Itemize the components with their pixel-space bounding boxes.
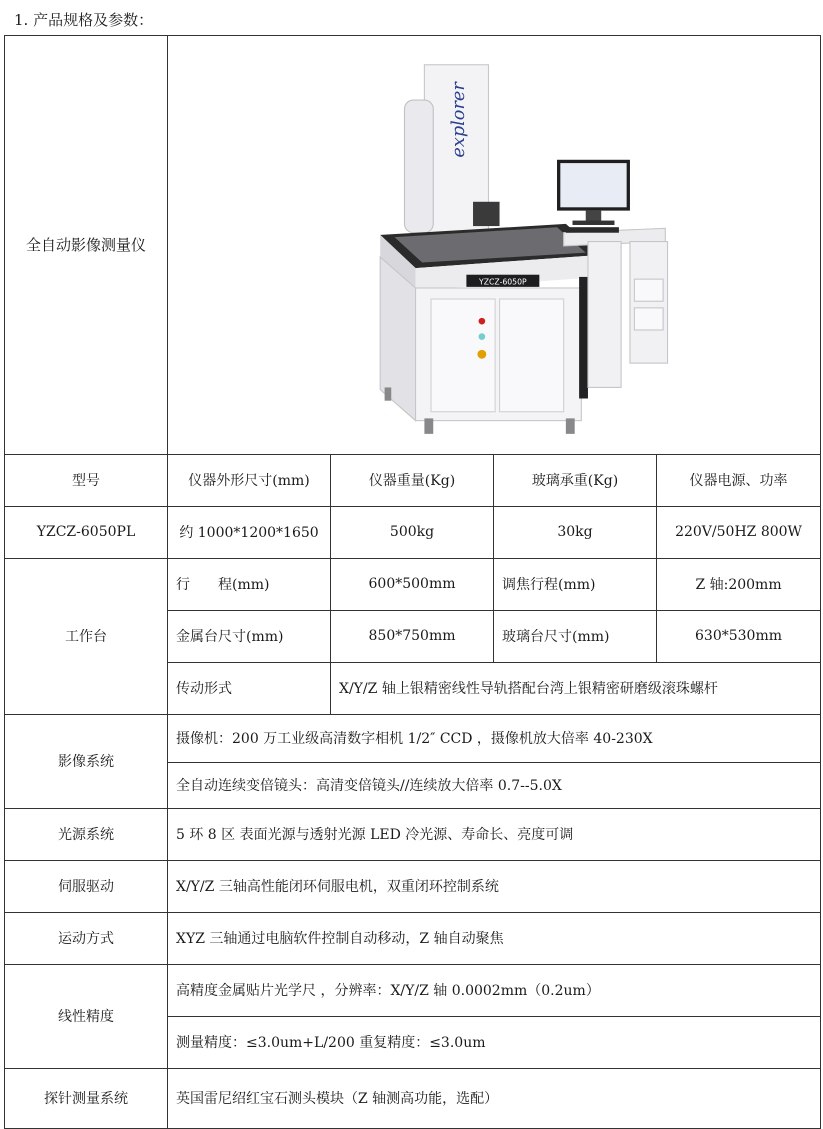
motion-label: 运动方式 xyxy=(5,912,168,964)
worktable-label: 工作台 xyxy=(5,558,168,714)
imaging-row-camera xyxy=(5,714,821,762)
weight-value: 500kg xyxy=(331,506,494,558)
spec-value-row xyxy=(5,506,821,558)
col-weight: 仪器重量(Kg) xyxy=(331,454,494,506)
product-row xyxy=(5,36,821,455)
spec-header-row xyxy=(5,454,821,506)
light-label: 光源系统 xyxy=(5,808,168,860)
travel-label: 行 程(mm) xyxy=(168,558,331,610)
motion-value: XYZ 三轴通过电脑软件控制自动移动，Z 轴自动聚焦 xyxy=(168,912,821,964)
accuracy-measure: 测量精度：≤3.0um+L/200 重复精度：≤3.0um xyxy=(168,1016,821,1068)
servo-row xyxy=(5,860,821,912)
probe-label: 探针测量系统 xyxy=(5,1068,168,1128)
product-photo xyxy=(168,36,820,454)
accuracy-row-scale xyxy=(5,964,821,1016)
focus-value: Z 轴:200mm xyxy=(657,558,821,610)
col-glass-load: 玻璃承重(Kg) xyxy=(494,454,657,506)
imaging-camera: 摄像机：200 万工业级高清数字相机 1/2″ CCD ，摄像机放大倍率 40-230X xyxy=(168,714,821,762)
spec-table xyxy=(4,35,821,1129)
glass-value: 630*530mm xyxy=(657,610,821,662)
section-heading: 1. 产品规格及参数： xyxy=(14,11,154,29)
probe-value: 英国雷尼绍红宝石测头模块（Z 轴测高功能，选配） xyxy=(168,1068,821,1128)
glass-load-value: 30kg xyxy=(494,506,657,558)
power-value: 220V/50HZ 800W xyxy=(657,506,821,558)
product-photo-cell xyxy=(168,36,821,455)
imaging-lens: 全自动连续变倍镜头：高清变倍镜头//连续放大倍率 0.7--5.0X xyxy=(168,762,821,808)
metal-label: 金属台尺寸(mm) xyxy=(168,610,331,662)
light-row xyxy=(5,808,821,860)
metal-value: 850*750mm xyxy=(331,610,494,662)
product-name: 全自动影像测量仪 xyxy=(5,36,168,455)
probe-row xyxy=(5,1068,821,1128)
drive-value: X/Y/Z 轴上银精密线性导轨搭配台湾上银精密研磨级滚珠螺杆 xyxy=(331,662,821,714)
focus-label: 调焦行程(mm) xyxy=(494,558,657,610)
drive-label: 传动形式 xyxy=(168,662,331,714)
motion-row xyxy=(5,912,821,964)
accuracy-scale: 高精度金属贴片光学尺 ，分辨率：X/Y/Z 轴 0.0002mm（0.2um） xyxy=(168,964,821,1016)
servo-label: 伺服驱动 xyxy=(5,860,168,912)
col-power: 仪器电源、功率 xyxy=(657,454,821,506)
accuracy-label: 线性精度 xyxy=(5,964,168,1068)
travel-value: 600*500mm xyxy=(331,558,494,610)
model-value: YZCZ-6050PL xyxy=(5,506,168,558)
glass-label: 玻璃台尺寸(mm) xyxy=(494,610,657,662)
dimensions-value: 约 1000*1200*1650 xyxy=(168,506,331,558)
col-dimensions: 仪器外形尺寸(mm) xyxy=(168,454,331,506)
brand-text: explorer xyxy=(449,82,470,158)
model-plate: YZCZ-6050P xyxy=(479,277,527,287)
light-value: 5 环 8 区 表面光源与透射光源 LED 冷光源、寿命长、亮度可调 xyxy=(168,808,821,860)
col-model: 型号 xyxy=(5,454,168,506)
imaging-label: 影像系统 xyxy=(5,714,168,808)
worktable-row-travel xyxy=(5,558,821,610)
servo-value: X/Y/Z 三轴高性能闭环伺服电机，双重闭环控制系统 xyxy=(168,860,821,912)
